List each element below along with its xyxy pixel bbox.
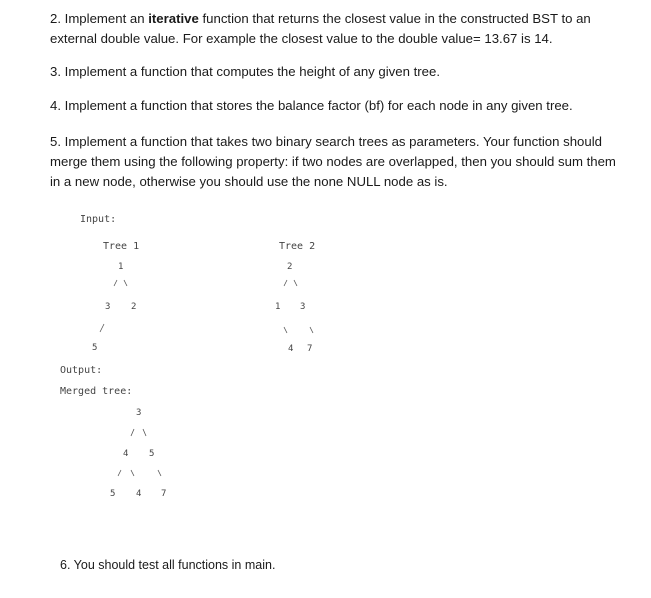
tree2-node-right: 3 [300,302,306,312]
tree1-node-right: 2 [131,302,137,312]
tree2-node-right-leaf: 7 [307,344,313,354]
merged-node-left: 4 [123,449,129,459]
merged-root: 3 [136,408,142,418]
tree1-node-left: 3 [105,302,111,312]
merged-node-right: 5 [149,449,155,459]
tree2-node-left: 1 [275,302,281,312]
merged-leaf-a: 5 [110,489,116,499]
item-2-pre: 2. Implement an [50,11,149,26]
tree2-node-mid: 4 [288,344,294,354]
merged-label: Merged tree: [60,386,133,397]
tree2-label: Tree 2 [279,241,316,252]
merged-leaf-c: 7 [161,489,167,499]
item-2-bold: iterative [148,11,199,26]
item-2-post: function that returns the closest value in the constructed BST to an external double value. For example the closest value to the double value= 13.67 is 14. [50,11,591,46]
tree2-root: 2 [287,262,293,272]
output-label: Output: [60,365,103,376]
item-5: 5. Implement a function that takes two binary search trees as parameters. Your function should merge them using the following property: if two nodes are overlapped, then you should sum them in a new node, otherwise you should use the none NULL node as is. [50,134,616,189]
item-6: 6. You should test all functions in main. [60,558,276,572]
tree1-node-leaf: 5 [92,343,98,353]
merged-leaf-b: 4 [136,489,142,499]
input-label: Input: [80,214,117,225]
tree1-root: 1 [118,262,124,272]
tree1-label: Tree 1 [103,241,140,252]
item-4: 4. Implement a function that stores the balance factor (bf) for each node in any given tree. [50,98,573,113]
item-3: 3. Implement a function that computes the height of any given tree. [50,64,440,79]
